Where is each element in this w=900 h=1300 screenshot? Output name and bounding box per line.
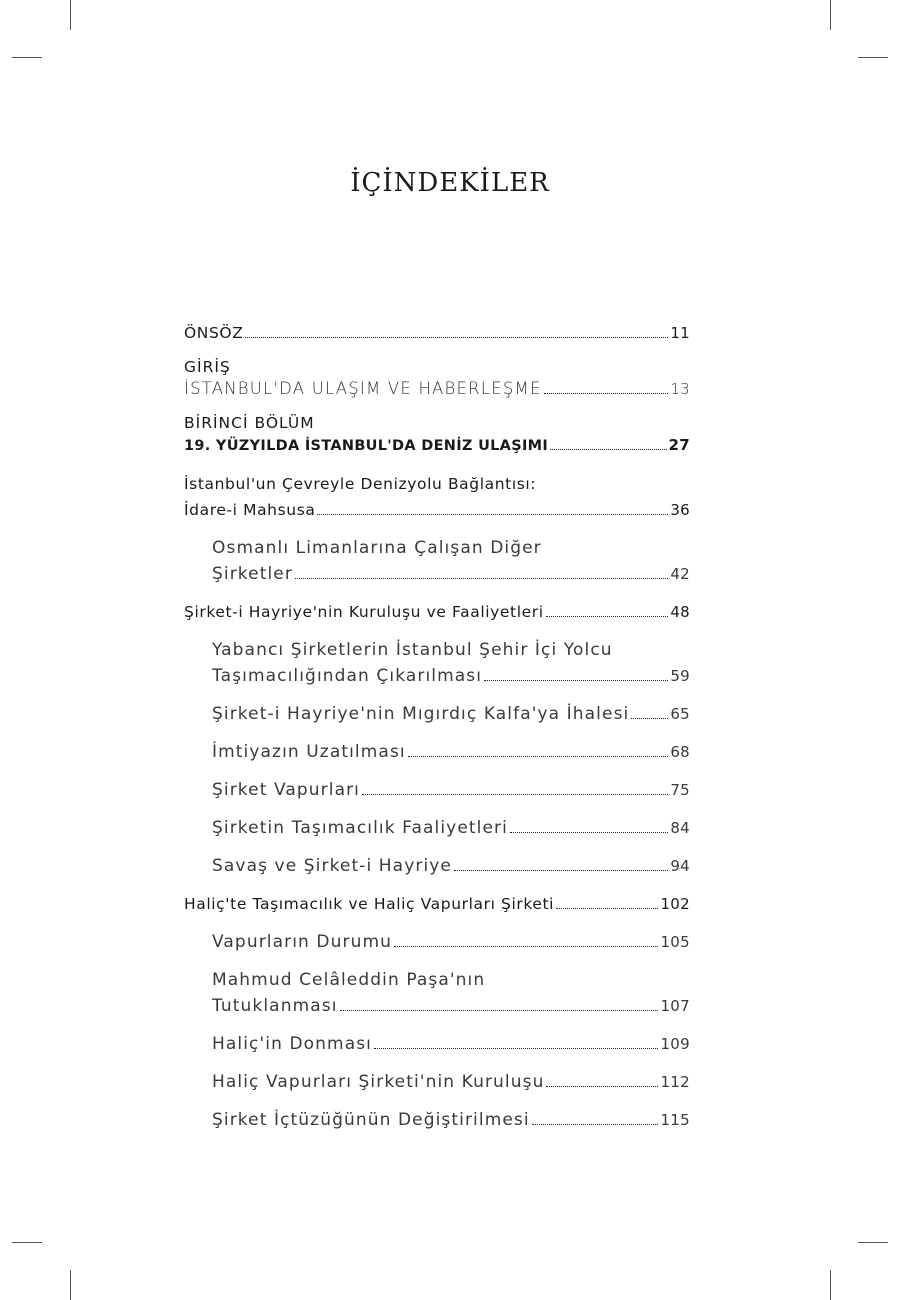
crop-mark [830,1270,831,1300]
dot-leader [340,1010,659,1011]
crop-mark [70,0,71,30]
crop-mark [858,57,888,58]
toc-label-line2: Şirketler [212,564,293,584]
toc-label: Savaş ve Şirket-i Hayriye [212,856,452,876]
crop-mark [70,1270,71,1300]
toc-label-line1: İstanbul'un Çevreyle Denizyolu Bağlantısı: [184,475,537,493]
toc-entry-tasimacilik-faaliyetleri[interactable] [184,815,690,841]
toc-label: Vapurların Durumu [212,932,392,952]
toc-entry-imtiyaz[interactable] [184,739,690,765]
page-title: İÇİNDEKİLER [350,168,550,198]
toc-label: İmtiyazın Uzatılması [212,742,406,762]
toc-page-number: 109 [660,1035,690,1053]
toc-entry-migirdic-kalfa[interactable] [184,701,690,727]
toc-entry-idare-i-mahsusa[interactable] [184,471,690,523]
crop-mark [858,1242,888,1243]
dot-leader [245,337,668,338]
toc-page-number: 59 [670,667,690,685]
toc-entry-sirket-vapurlari[interactable] [184,777,690,803]
toc-label: Haliç'te Taşımacılık ve Haliç Vapurları Şirketi [184,895,555,913]
toc-label: Şirket-i Hayriye'nin Kuruluşu ve Faaliyetleri [184,603,544,621]
dot-leader [408,756,669,757]
dot-leader [544,393,669,394]
crop-mark [830,0,831,30]
toc-page-number: 36 [670,501,690,519]
dot-leader [532,1124,659,1125]
toc-label-line1: Yabancı Şirketlerin İstanbul Şehir İçi Yolcu [212,640,613,660]
toc-page-number: 27 [668,436,690,454]
toc-entry-giris[interactable] [184,358,690,402]
toc-label-line2: Taşımacılığından Çıkarılması [212,666,483,686]
toc-page-number: 115 [660,1111,690,1129]
toc-label: İSTANBUL'DA ULAŞIM VE HABERLEŞME [184,379,542,398]
toc-page-number: 65 [670,705,690,723]
toc-label: Şirket Vapurları [212,780,361,800]
toc-label: Şirket-i Hayriye'nin Mıgırdıç Kalfa'ya İhalesi [212,704,630,724]
toc-page-number: 112 [660,1073,690,1091]
toc-page-number: 11 [670,324,690,342]
toc-page-number: 13 [670,380,690,398]
toc-page-number: 107 [660,997,690,1015]
toc-label: ÖNSÖZ [184,324,244,342]
toc-entry-halicin-donmasi[interactable] [184,1031,690,1057]
dot-leader [394,946,658,947]
toc-section-heading: BİRİNCİ BÖLÜM [184,414,315,432]
toc-label-line1: Mahmud Celâleddin Paşa'nın [212,970,486,990]
toc-entry-osmanli-limanlari[interactable] [184,535,690,587]
table-of-contents [184,320,690,1145]
toc-page-number: 105 [660,933,690,951]
dot-leader [556,908,658,909]
toc-page-number: 68 [670,743,690,761]
toc-entry-yabanci-sirketler[interactable] [184,637,690,689]
toc-label-line1: Osmanlı Limanlarına Çalışan Diğer [212,538,542,558]
toc-section-heading: GİRİŞ [184,358,231,376]
crop-mark [12,57,42,58]
toc-entry-savas[interactable] [184,853,690,879]
toc-page-number: 48 [670,603,690,621]
toc-entry-vapurlarin-durumu[interactable] [184,929,690,955]
toc-page-number: 102 [660,895,690,913]
toc-entry-halic[interactable] [184,891,690,917]
toc-entry-mahmud-celaleddin[interactable] [184,967,690,1019]
crop-mark [12,1242,42,1243]
toc-label: Şirketin Taşımacılık Faaliyetleri [212,818,508,838]
toc-label-line2: İdare-i Mahsusa [184,501,316,519]
dot-leader [546,1086,658,1087]
dot-leader [454,870,668,871]
toc-entry-birinci-bolum[interactable] [184,414,690,459]
dot-leader [362,794,668,795]
toc-entry-sirket-i-hayriye[interactable] [184,599,690,625]
toc-entry-onsoz[interactable] [184,320,690,346]
toc-label: 19. YÜZYILDA İSTANBUL'DA DENİZ ULAŞIMI [184,438,549,454]
toc-page-number: 42 [670,565,690,583]
toc-entry-ictuzuk[interactable] [184,1107,690,1133]
toc-label-line2: Tutuklanması [212,996,338,1016]
dot-leader [374,1048,658,1049]
toc-label: Haliç'in Donması [212,1034,372,1054]
dot-leader [317,514,668,515]
toc-entry-halic-kurulusu[interactable] [184,1069,690,1095]
dot-leader [631,718,668,719]
toc-label: Haliç Vapurları Şirketi'nin Kuruluşu [212,1072,545,1092]
toc-page-number: 75 [670,781,690,799]
dot-leader [484,680,668,681]
toc-page-number: 94 [670,857,690,875]
dot-leader [546,616,669,617]
toc-label: Şirket İçtüzüğünün Değiştirilmesi [212,1110,530,1130]
dot-leader [550,449,666,450]
dot-leader [295,578,668,579]
dot-leader [510,832,668,833]
toc-page-number: 84 [670,819,690,837]
